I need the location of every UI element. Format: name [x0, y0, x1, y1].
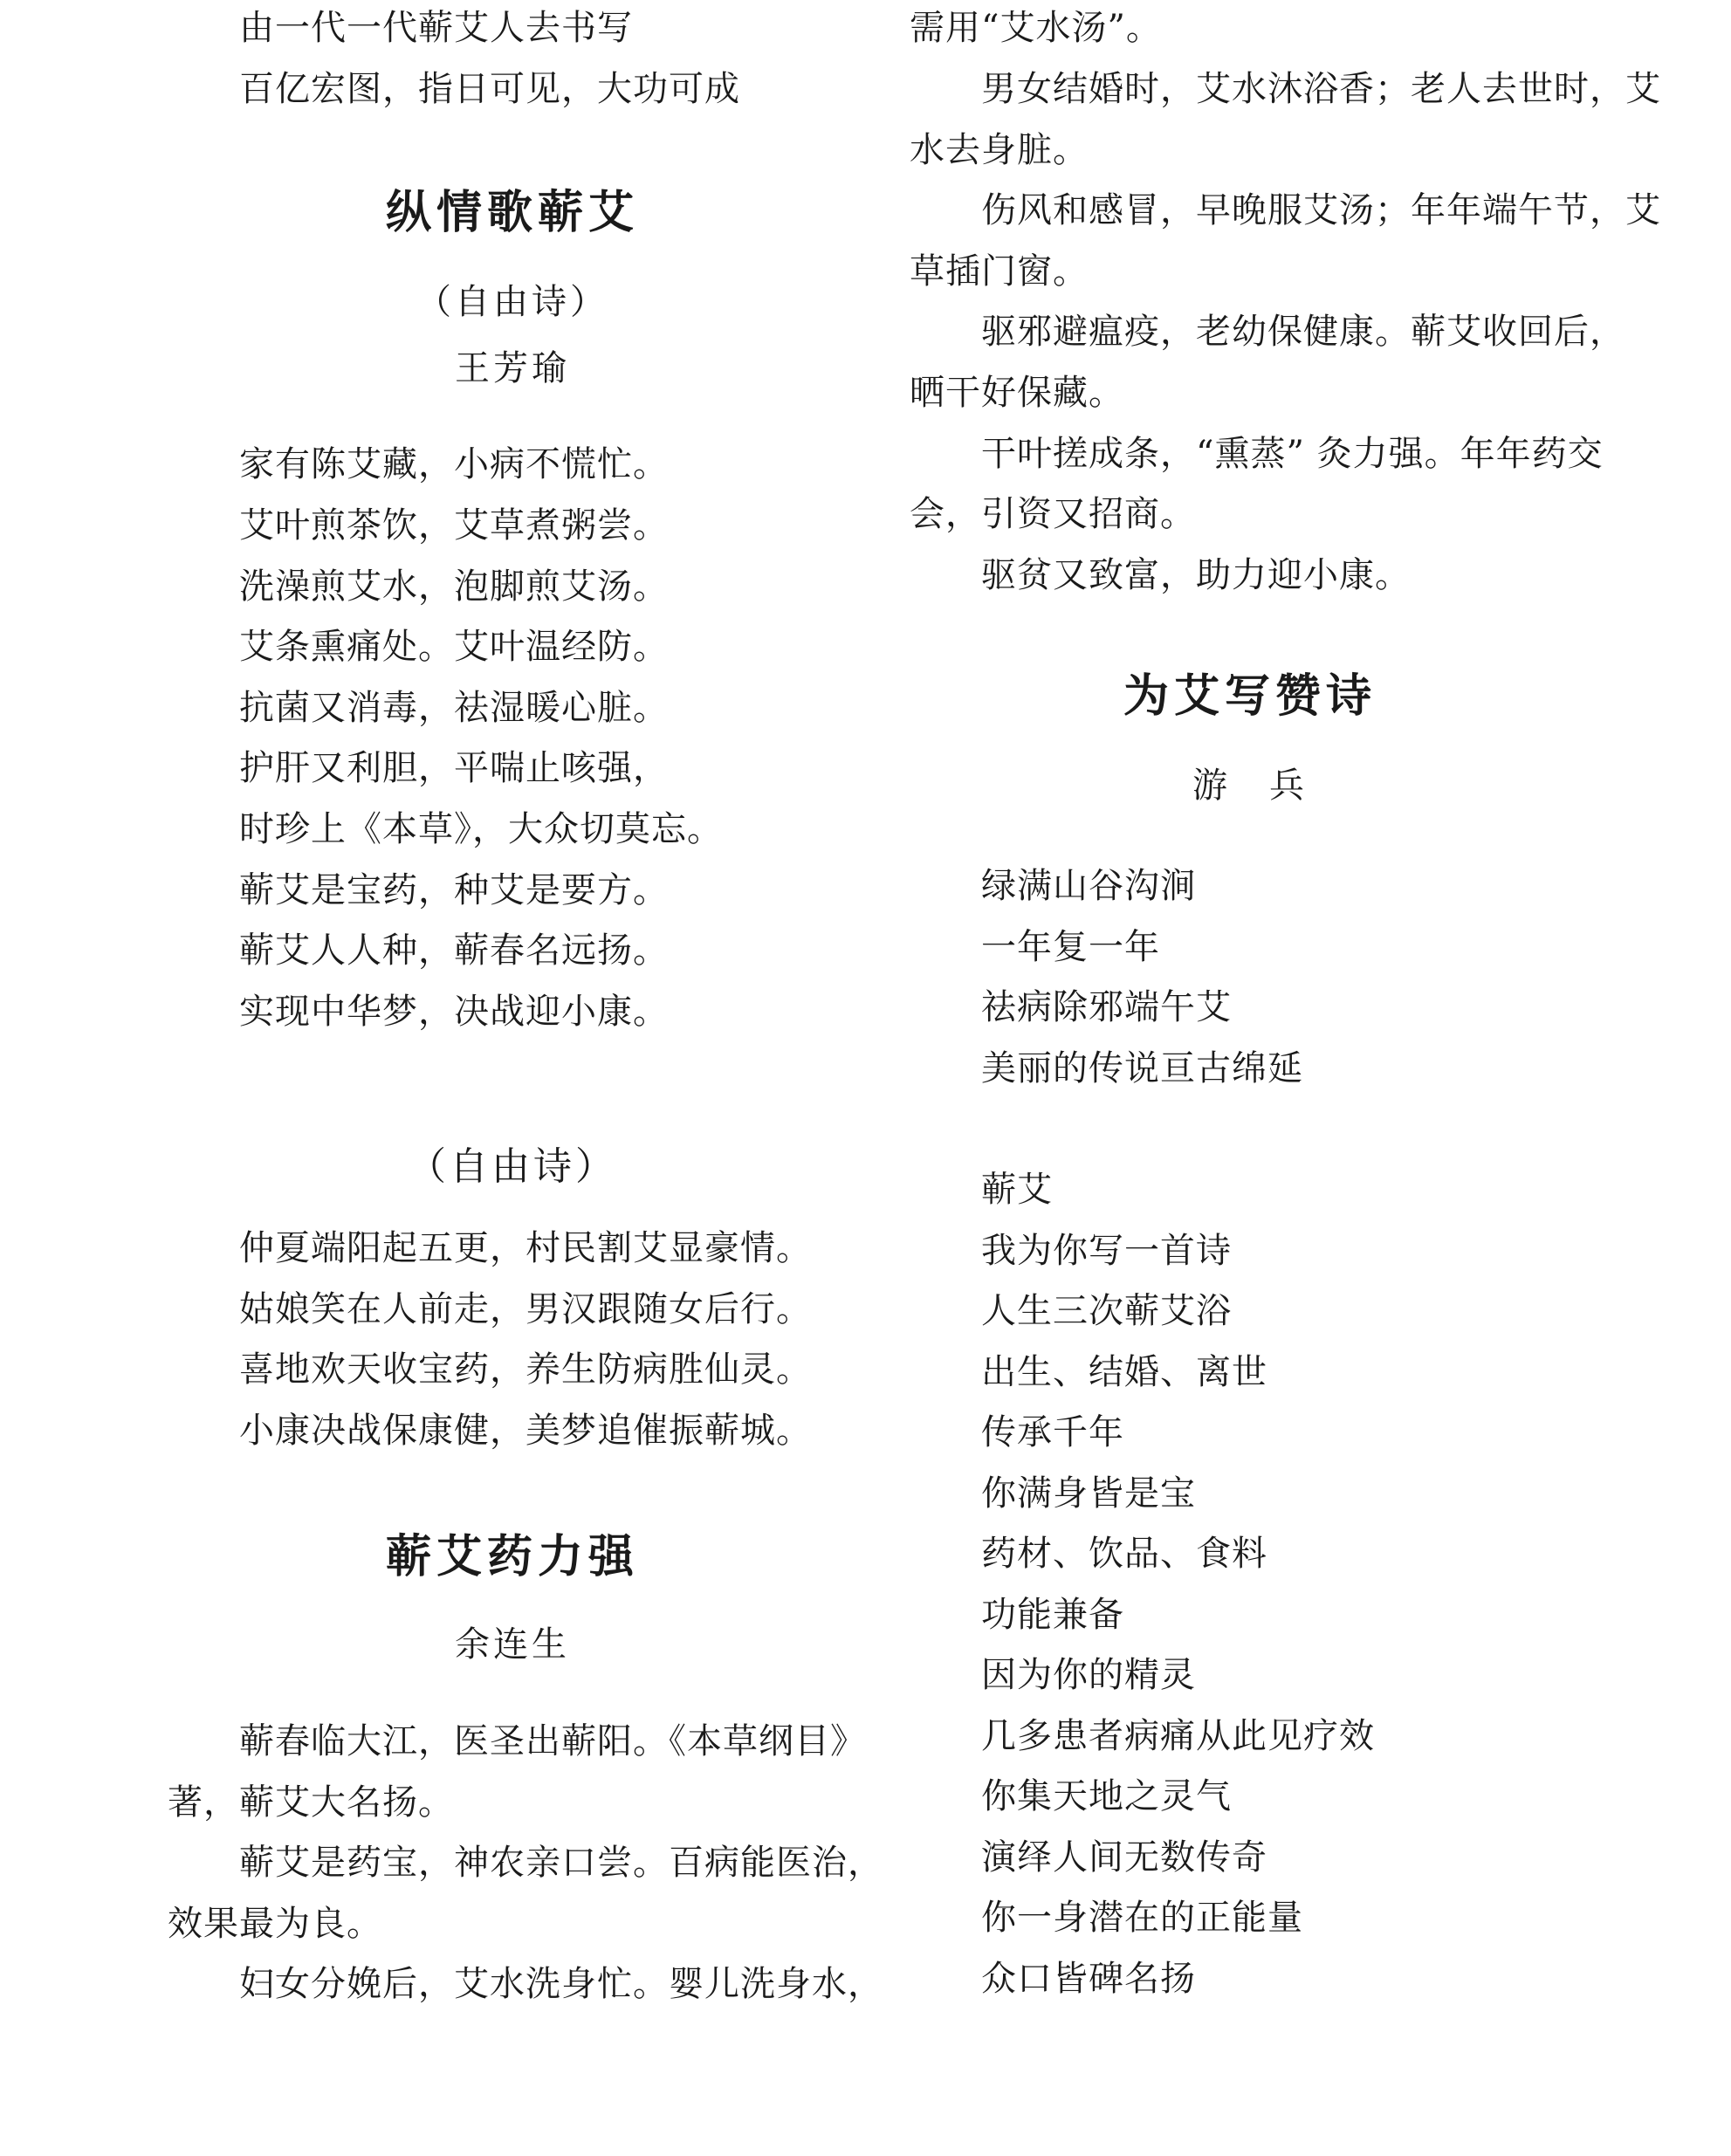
poem-line: 护肝又利胆，平喘止咳强， [239, 748, 669, 788]
poem-line: 姑娘笑在人前走，男汉跟随女后行。 [239, 1289, 812, 1329]
poem-form: （自由诗） [416, 282, 608, 322]
poem-line: 几多患者病痛从此见疗效 [981, 1716, 1375, 1756]
paragraph-line: 草插门窗。 [910, 251, 1089, 292]
poem-line: 喜地欢天收宝药，养生防病胜仙灵。 [239, 1349, 812, 1390]
paragraph-line: 驱邪避瘟疫，老幼保健康。蕲艾收回后， [981, 312, 1625, 352]
poem-author: 余连生 [455, 1624, 570, 1665]
poem-line: 药材、饮品、食料 [981, 1534, 1267, 1574]
poem-line: 蕲艾 [981, 1170, 1053, 1210]
poem-line: 绿满山谷沟涧 [981, 866, 1196, 906]
paragraph-line: 蕲艾是药宝，神农亲口尝。百病能医治， [239, 1843, 883, 1883]
poem-author: 王芳瑜 [455, 348, 570, 388]
poem-line: 人生三次蕲艾浴 [981, 1291, 1232, 1331]
poem-line: 蕲艾人人种，蕲春名远扬。 [239, 930, 669, 971]
paragraph-line: 男女结婚时，艾水沐浴香；老人去世时，艾 [981, 69, 1661, 109]
poem-line: 传承千年 [981, 1412, 1124, 1452]
poem-line: 你一身潜在的正能量 [981, 1898, 1303, 1938]
poem-line: 功能兼备 [981, 1595, 1124, 1635]
poem-title: 为艾写赞诗 [1123, 670, 1377, 723]
paragraph-line: 妇女分娩后，艾水洗身忙。婴儿洗身水， [239, 1964, 883, 2004]
poem-line: 时珍上《本草》，大众切莫忘。 [239, 809, 723, 849]
poem-line: 艾叶煎茶饮，艾草煮粥尝。 [239, 505, 669, 546]
paragraph-line: 干叶搓成条，“熏蒸” 灸力强。年年药交 [981, 434, 1604, 474]
poem-title: 蕲艾药力强 [385, 1531, 639, 1583]
poem-line: 众口皆碑名扬 [981, 1959, 1196, 1999]
paragraph-line: 会，引资又招商。 [910, 494, 1196, 534]
poem-line: 家有陈艾藏，小病不慌忙。 [239, 444, 669, 484]
poem-line: 出生、结婚、离世 [981, 1352, 1267, 1392]
poem-form: （自由诗） [408, 1144, 617, 1189]
poem-line: 抗菌又消毒，祛湿暖心脏。 [239, 688, 669, 728]
poem-title: 纵情歌蕲艾 [385, 187, 639, 239]
paragraph-line: 驱贫又致富，助力迎小康。 [981, 555, 1411, 595]
poem-line: 演绎人间无数传奇 [981, 1837, 1267, 1878]
paragraph-line: 晒干好保藏。 [910, 373, 1124, 413]
paragraph-line: 需用“艾水汤”。 [910, 8, 1162, 48]
paragraph-line: 水去身脏。 [910, 130, 1089, 170]
poem-line: 因为你的精灵 [981, 1655, 1196, 1695]
poem-line: 你集天地之灵气 [981, 1776, 1232, 1816]
poem-line: 仲夏端阳起五更，村民割艾显豪情。 [239, 1228, 812, 1268]
paragraph-line: 伤风和感冒，早晚服艾汤；年年端午节，艾 [981, 190, 1661, 230]
poem-line: 我为你写一首诗 [981, 1231, 1232, 1271]
poem-line: 美丽的传说亘古绵延 [981, 1048, 1303, 1088]
poem-line: 蕲艾是宝药，种艾是要方。 [239, 870, 669, 910]
paragraph-line: 效果最为良。 [168, 1904, 382, 1944]
poem-line: 洗澡煎艾水，泡脚煎艾汤。 [239, 566, 669, 607]
poem-line: 小康决战保康健，美梦追催振蕲城。 [239, 1411, 812, 1451]
text-line: 百亿宏图，指日可见，大功可成 [239, 69, 740, 109]
paragraph-line: 蕲春临大江，医圣出蕲阳。《本草纲目》 [239, 1721, 866, 1761]
paragraph-line: 著，蕲艾大名扬。 [168, 1782, 454, 1823]
poem-author: 游 兵 [1192, 766, 1308, 806]
poem-line: 一年复一年 [981, 927, 1160, 967]
text-line: 由一代一代蕲艾人去书写 [239, 8, 633, 48]
poem-line: 艾条熏痛处。艾叶温经防。 [239, 627, 669, 667]
poem-line: 祛病除邪端午艾 [981, 987, 1232, 1027]
poem-line: 你满身皆是宝 [981, 1473, 1196, 1514]
poem-line: 实现中华梦，决战迎小康。 [239, 992, 669, 1032]
